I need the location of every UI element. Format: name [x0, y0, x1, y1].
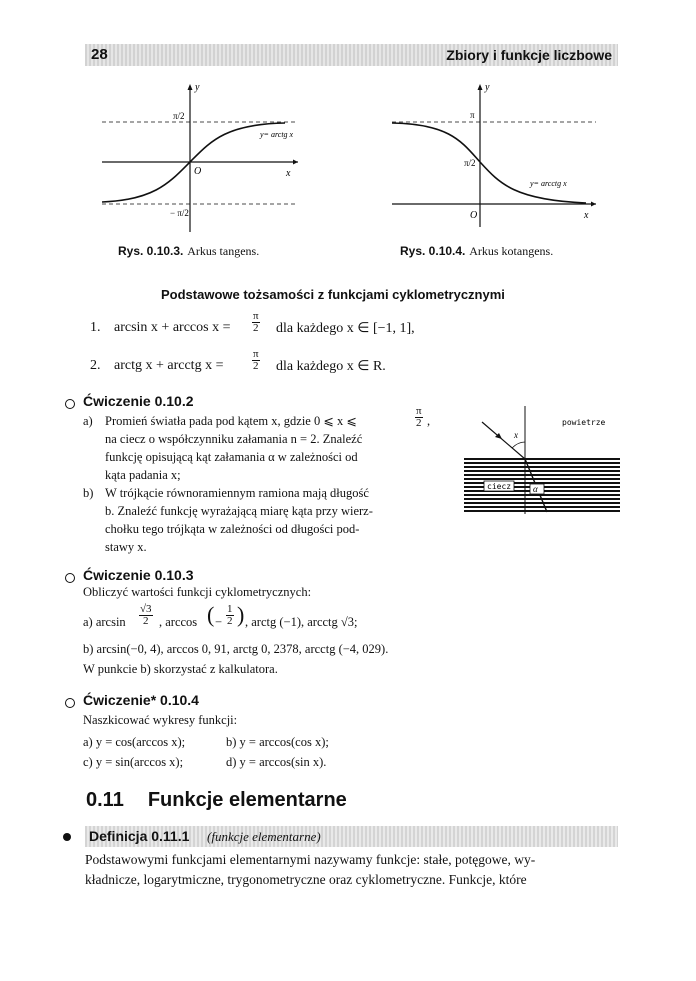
running-header [85, 44, 618, 66]
exercise-item-d: d) y = arccos(sin x). [226, 755, 327, 769]
caption-arctan: Rys. 0.10.3. Arkus tangens. [118, 244, 260, 258]
page-number: 28 [91, 46, 108, 63]
definition-label: Definicja 0.11.1 [89, 828, 190, 844]
axis-x-label: x [286, 168, 291, 179]
definition-subtitle: (funkcje elementarne) [207, 829, 321, 844]
axis-y-label: y [195, 82, 200, 93]
arctan-graph [100, 82, 300, 238]
exercise-item-b: b) y = arccos(cos x); [226, 735, 329, 749]
axis-y-label: y [485, 82, 490, 93]
exercise-title: Ćwiczenie 0.10.3 [83, 567, 194, 583]
exercise-bullet-icon [65, 399, 75, 409]
incident-ray [482, 422, 525, 459]
tick-bottom-label: − π/2 [170, 208, 189, 218]
liquid-label: ciecz [487, 482, 512, 491]
curve-label: y= arcctg x [530, 179, 567, 188]
identity-1: 1. arcsin x + arccos x = $\frac{\pi}{2}$ dla każdego x ∈ [−1, 1], [90, 310, 415, 336]
arccot-graph [390, 82, 600, 232]
exercise-bullet-icon [65, 698, 75, 708]
exercise-intro: Naszkicować wykresy funkcji: [83, 713, 238, 727]
air-label: powietrze [562, 418, 606, 427]
identity-2: 2. arctg x + arcctg x = $\frac{\pi}{2}$ dla każdego x ∈ R. [90, 348, 386, 374]
definition-band [85, 826, 618, 847]
y-axis-arrow [188, 84, 193, 90]
refraction-figure [462, 404, 622, 516]
exercise-0-10-3-b: b) arcsin(−0, 4), arccos 0, 91, arctg 0, 2378, arcctg (−4, 029). [83, 642, 389, 656]
exercise-0-10-3-a: a) arcsin $\frac{√3}{2}$ , arccos ( − $\frac{1}{2}$ ) , arctg (−1), arcctg √3; [83, 602, 358, 629]
exercise-0-10-2-body: a) Promień światła pada pod kątem x, gdzie 0 ⩽ x ⩽ $\frac{\pi}{2}$ , na ciecz o współczynniku załamania n = 2. Znaleźć funkcję opisującą kąt załamania α w zależności od kąta padania x; b) W trójkącie równoramiennym ramiona mają długość b. Znaleźć funkcję wyrażającą miarę kąta przy wierz- chołku tego trójkąta w zależności od długości pod- stawy x. [83, 405, 431, 554]
exercise-note: W punkcie b) skorzystać z kalkulatora. [83, 662, 278, 676]
exercise-item-a: a) y = cos(arccos x); [83, 735, 186, 749]
exercise-bullet-icon [65, 573, 75, 583]
y-axis-arrow [478, 84, 483, 90]
definition-body: Podstawowymi funkcjami elementarnymi nazywamy funkcje: stałe, potęgowe, wy- kładnicze, logarytmiczne, trygonometryczne oraz cyklometryczne. Funkcje, które [85, 852, 536, 887]
tick-top-label: π/2 [173, 111, 185, 121]
exercise-item-c: c) y = sin(arccos x); [83, 755, 184, 769]
running-title: Zbiory i funkcje liczbowe [446, 47, 612, 63]
section-heading [86, 789, 347, 812]
exercise-title: Ćwiczenie 0.10.2 [83, 393, 194, 409]
axis-x-label: x [584, 210, 589, 221]
origin-label: O [194, 166, 202, 177]
angle-alpha-label: α [533, 484, 538, 494]
caption-arccot: Rys. 0.10.4. Arkus kotangens. [400, 244, 554, 258]
section-title: Funkcje elementarne [147, 789, 347, 811]
arccot-curve [392, 123, 586, 203]
tick-half-pi-label: π/2 [464, 158, 476, 168]
x-axis-arrow [591, 202, 596, 207]
identities-title: Podstawowe tożsamości z funkcjami cyklometrycznymi [161, 287, 505, 302]
angle-x-label: x [514, 430, 518, 440]
definition-bullet-icon [63, 833, 71, 841]
exercise-intro: Obliczyć wartości funkcji cyklometrycznych: [83, 585, 312, 599]
section-number: 0.11 [86, 789, 124, 811]
x-axis-arrow [293, 160, 298, 165]
angle-arc-x [512, 442, 525, 448]
origin-label: O [470, 210, 478, 221]
tick-pi-label: π [470, 110, 475, 120]
exercise-title: Ćwiczenie* 0.10.4 [83, 692, 199, 708]
curve-label: y= arctg x [260, 130, 294, 139]
